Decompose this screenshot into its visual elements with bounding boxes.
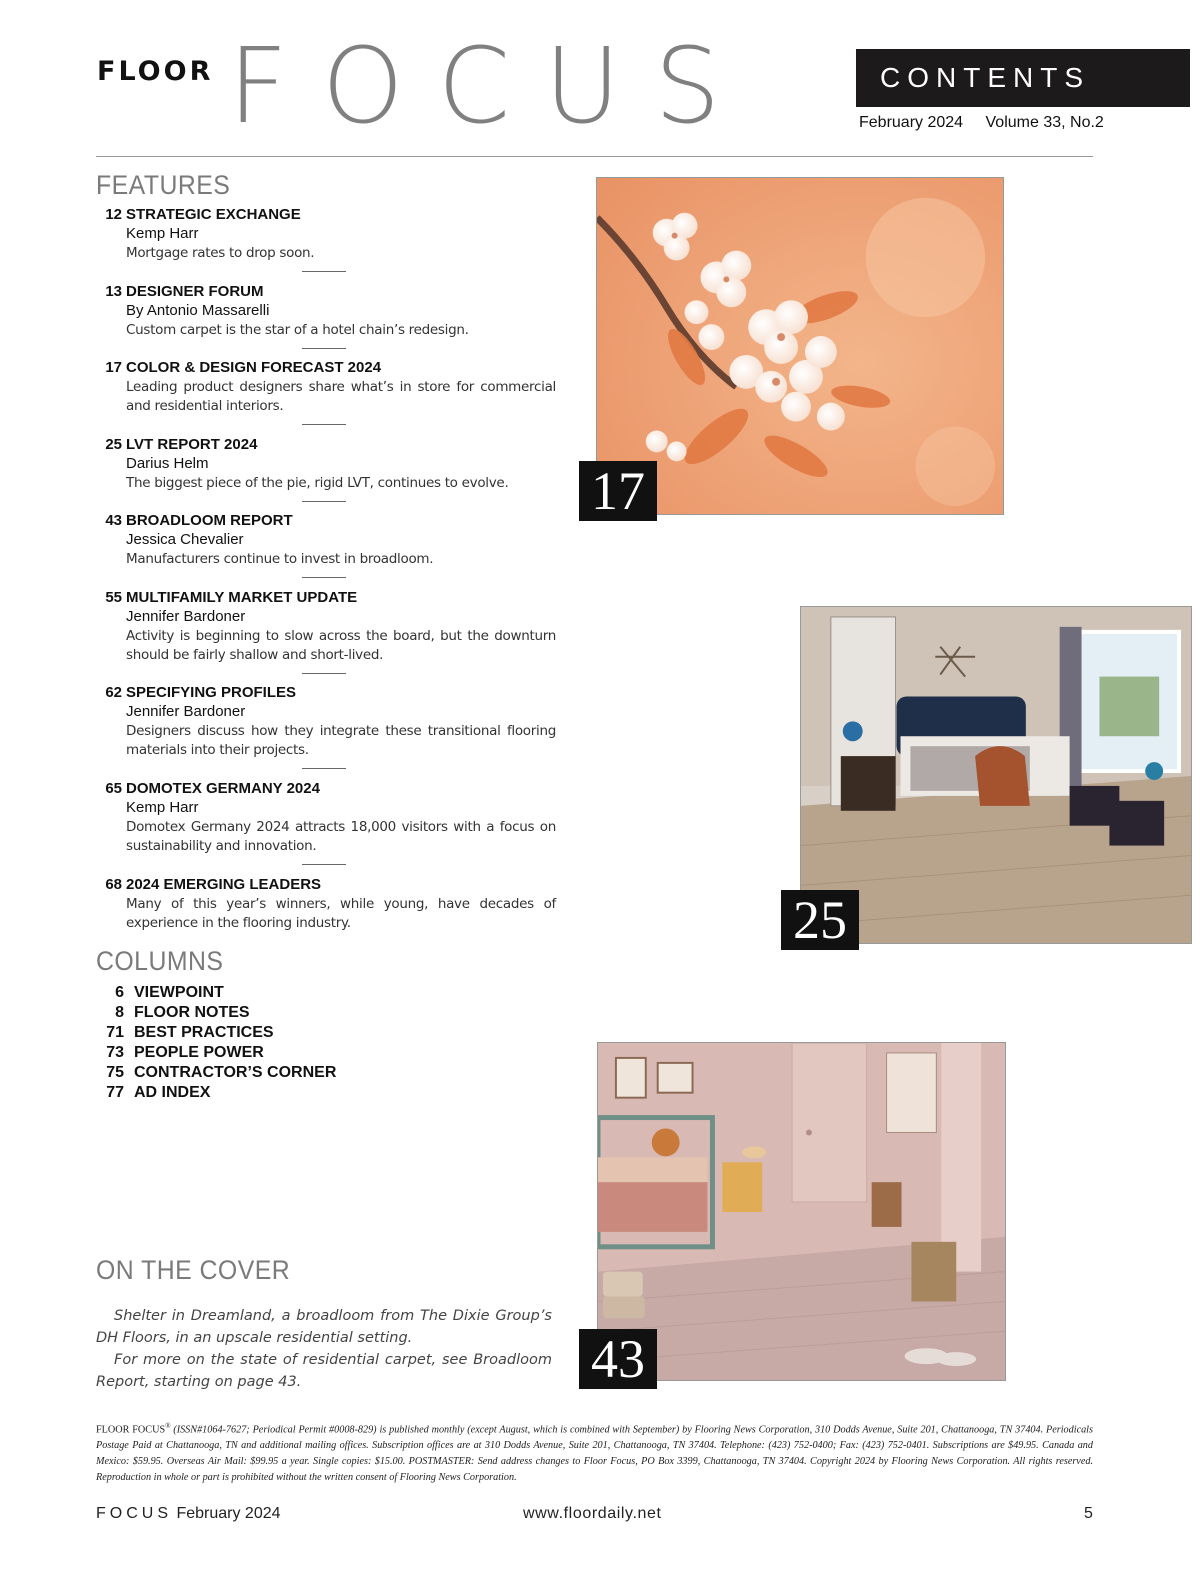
feature-title[interactable]: MULTIFAMILY MARKET UPDATE [126,589,358,606]
footer-url[interactable]: www.floordaily.net [523,1505,662,1522]
column-page: 75 [106,1064,124,1081]
feature-title[interactable]: LVT REPORT 2024 [126,436,258,453]
feature-author: By Antonio Massarelli [126,302,270,319]
feature-page: 17 [105,359,122,376]
cover-description [96,1305,552,1393]
feature-author: Jessica Chevalier [126,531,244,548]
issue-volume: Volume 33, No.2 [985,114,1104,131]
feature-item[interactable] [96,206,556,272]
column-item[interactable] [96,1003,336,1023]
header-divider [96,156,1093,157]
feature-page: 25 [105,436,122,453]
feature-separator [302,673,346,674]
feature-description: Domotex Germany 2024 attracts 18,000 visitors with a focus on sustainability and innovation. [126,819,556,854]
feature-title[interactable]: COLOR & DESIGN FORECAST 2024 [126,359,382,376]
masthead-floor: FLOOR [97,56,214,87]
feature-page: 65 [105,780,122,797]
footer-issue [96,1505,281,1523]
column-page: 8 [115,1004,124,1021]
feature-item[interactable] [96,512,556,578]
column-item[interactable] [96,1023,336,1043]
feature-author: Jennifer Bardoner [126,703,246,720]
footer-date: February 2024 [176,1505,281,1522]
feature-item[interactable] [96,283,556,349]
feature-title[interactable]: DESIGNER FORUM [126,283,264,300]
features-heading: FEATURES [96,170,231,200]
feature-description: Custom carpet is the star of a hotel chain’s redesign. [126,322,469,338]
footer-magazine: FOCUS [96,1505,172,1522]
page-badge-43: 43 [579,1329,657,1389]
column-item[interactable] [96,1083,336,1103]
feature-description: The biggest piece of the pie, rigid LVT, continues to evolve. [126,475,509,491]
issue-info [859,114,1104,132]
cover-paragraph: Shelter in Dreamland, a broadloom from The Dixie Group’s DH Floors, in an upscale residential setting. [96,1308,552,1346]
feature-separator [302,348,346,349]
column-title[interactable]: FLOOR NOTES [134,1004,250,1021]
feature-item[interactable] [96,780,556,865]
column-page: 71 [106,1024,124,1041]
feature-description: Manufacturers continue to invest in broadloom. [126,551,434,567]
feature-description: Many of this year’s winners, while young, have decades of experience in the flooring industry. [126,896,556,931]
feature-page: 55 [105,589,122,606]
blossom-illustration [597,178,1003,514]
feature-item[interactable] [96,876,556,933]
feature-item[interactable] [96,589,556,674]
column-title[interactable]: AD INDEX [134,1084,211,1101]
feature-title[interactable]: 2024 EMERGING LEADERS [126,876,322,893]
registered-mark: ® [165,1422,171,1430]
feature-title[interactable]: DOMOTEX GERMANY 2024 [126,780,320,797]
feature-title[interactable]: SPECIFYING PROFILES [126,684,297,701]
column-title[interactable]: CONTRACTOR’S CORNER [134,1064,337,1081]
feature-description: Activity is beginning to slow across the board, but the downturn should be fairly shallow and short-lived. [126,628,556,663]
column-page: 77 [106,1084,124,1101]
feature-page: 43 [105,512,122,529]
column-title[interactable]: PEOPLE POWER [134,1044,264,1061]
feature-author: Kemp Harr [126,225,199,242]
blossom-photo[interactable] [596,177,1004,515]
kids-room-photo[interactable] [597,1042,1006,1381]
feature-page: 12 [105,206,122,223]
feature-separator [302,768,346,769]
feature-description: Designers discuss how they integrate these transitional flooring materials into their projects. [126,723,556,758]
column-item[interactable] [96,1063,336,1083]
column-title[interactable]: VIEWPOINT [134,984,224,1001]
cover-paragraph: For more on the state of residential carpet, see Broadloom Report, starting on page 43. [96,1352,552,1390]
feature-page: 13 [105,283,122,300]
feature-author: Darius Helm [126,455,209,472]
kids-room-illustration [598,1043,1005,1380]
feature-author: Kemp Harr [126,799,199,816]
contents-banner: CONTENTS [856,49,1190,107]
footer-page-number: 5 [1084,1505,1093,1522]
column-item[interactable] [96,983,336,1003]
issue-date: February 2024 [859,114,964,131]
feature-description: Leading product designers share what’s in store for commercial and residential interiors. [126,379,556,414]
column-page: 6 [115,984,124,1001]
feature-page: 68 [105,876,122,893]
feature-separator [302,424,346,425]
column-item[interactable] [96,1043,336,1063]
columns-list [96,983,336,1103]
feature-item[interactable] [96,436,556,502]
feature-separator [302,864,346,865]
feature-separator [302,501,346,502]
feature-title[interactable]: BROADLOOM REPORT [126,512,293,529]
page-badge-25: 25 [781,890,859,950]
notice-brand: FLOOR FOCUS [96,1424,166,1436]
publication-notice [96,1418,1093,1486]
column-title[interactable]: BEST PRACTICES [134,1024,274,1041]
feature-separator [302,577,346,578]
cover-heading: ON THE COVER [96,1255,291,1285]
page-badge-17: 17 [579,461,657,521]
bedroom-illustration [801,607,1191,943]
column-page: 73 [106,1044,124,1061]
feature-item[interactable] [96,684,556,769]
columns-heading: COLUMNS [96,946,224,976]
feature-title[interactable]: STRATEGIC EXCHANGE [126,206,301,223]
feature-page: 62 [105,684,122,701]
feature-separator [302,271,346,272]
feature-description: Mortgage rates to drop soon. [126,245,315,261]
feature-item[interactable] [96,359,556,425]
notice-text: (ISSN#1064-7627; Periodical Permit #0008-829) is published monthly (except August, which is combined with September) by Flooring News Corporation, 310 Dodds Avenue, Suite 201, Chattanooga, TN 37404. Periodicals Postage Paid at Chattanooga, TN and additional mailing offices. Subscription offices are at 310 Dodds Avenue, Suite 201, Chattanooga, TN 37404. Telephone: (423) 752-0400; Fax: (423) 752-0401. Subscriptions are $49.95. Canada and Mexico: $59.95. Overseas Air Mail: $99.95 a year. Single copies: $15.00. POSTMASTER: Send address changes to Floor Focus, PO Box 3399, Chattanooga, TN 37404. Copyright 2024 by Flooring News Corporation. All rights reserved. Reproduction in whole or part is prohibited without the written consent of Flooring News Corporation. [96,1424,1093,1484]
masthead-focus: FOCUS [228,25,755,147]
feature-author: Jennifer Bardoner [126,608,246,625]
